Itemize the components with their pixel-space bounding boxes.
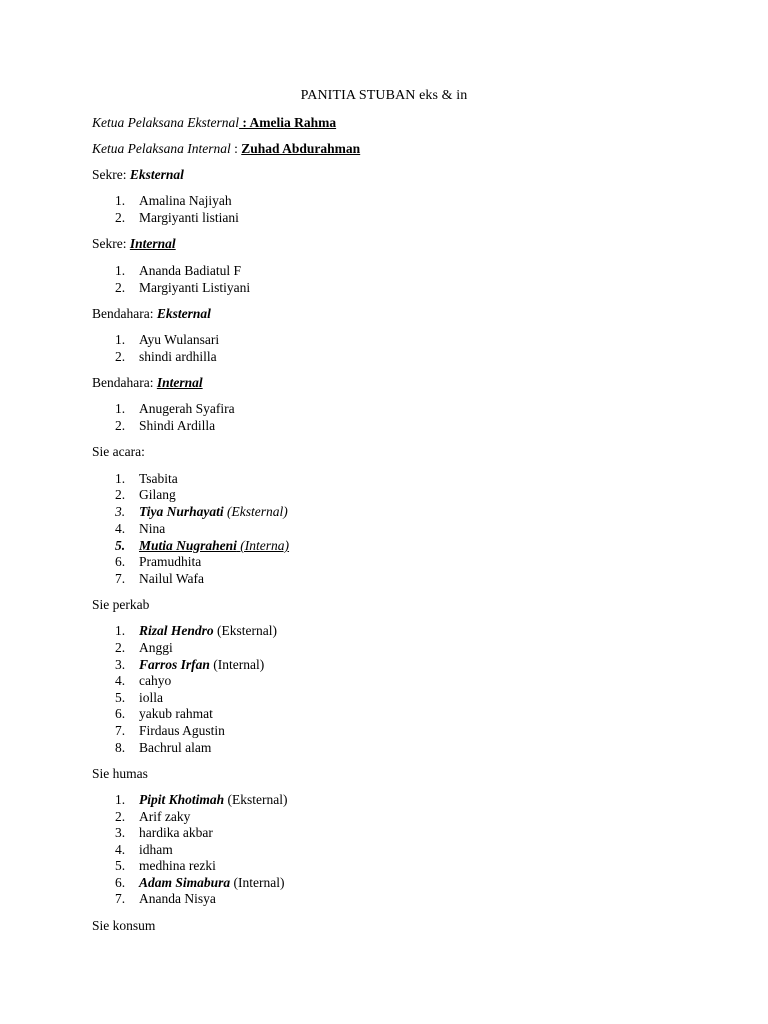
ketua-internal-label: Ketua Pelaksana Internal (92, 141, 231, 156)
list-item: cahyo (139, 673, 172, 688)
list-number: 7. (115, 891, 126, 906)
list-number: 2. (115, 809, 126, 824)
list-number: 5. (115, 538, 126, 553)
list-number: 6. (115, 554, 126, 569)
list-number: 3. (115, 825, 126, 840)
list-number: 1. (115, 792, 126, 807)
list-number: 1. (115, 401, 126, 416)
list-number: 3. (115, 657, 126, 672)
list-number: 3. (115, 504, 126, 519)
list-item-note: (Eksternal) (224, 792, 288, 807)
list-number: 1. (115, 263, 126, 278)
list-item: Bachrul alam (139, 740, 212, 755)
section-heading-bendahara-eksternal (92, 306, 211, 322)
list-number: 5. (115, 858, 126, 873)
list-item: Ayu Wulansari (139, 332, 220, 347)
list-item-name: Pipit Khotimah (139, 792, 225, 807)
ketua-eksternal-label: Ketua Pelaksana Eksternal (92, 115, 239, 130)
list-item: Nailul Wafa (139, 571, 205, 586)
ketua-eksternal-name: Amelia Rahma (249, 115, 337, 130)
list-item: shindi ardhilla (139, 349, 217, 364)
list-number: 2. (115, 210, 126, 225)
list-item: Ananda Nisya (139, 891, 216, 906)
section-suffix: Internal (156, 375, 203, 390)
list-item: Shindi Ardilla (139, 418, 216, 433)
list-item: Margiyanti listiani (139, 210, 239, 225)
list-item: Ananda Badiatul F (139, 263, 241, 278)
list-item: Tsabita (139, 471, 178, 486)
list-number: 2. (115, 280, 126, 295)
section-suffix: Eksternal (129, 167, 184, 182)
list-item-note: (Eksternal) (223, 504, 288, 519)
list-number: 1. (115, 471, 126, 486)
section-heading-sekre-internal (92, 236, 176, 252)
list-item: Gilang (139, 487, 176, 502)
list-item: hardika akbar (139, 825, 213, 840)
document-title: PANITIA STUBAN eks & in (300, 88, 468, 103)
list-number: 1. (115, 623, 126, 638)
list-item (139, 538, 289, 554)
section-heading-sekre-eksternal (92, 167, 184, 183)
list-item: Pramudhita (139, 554, 202, 569)
list-item: idham (139, 842, 173, 857)
section-heading-sie-humas: Sie humas (92, 766, 148, 781)
list-item-note: (Internal) (209, 657, 265, 672)
list-item: Firdaus Agustin (139, 723, 225, 738)
list-item: Margiyanti Listiyani (139, 280, 251, 295)
list-number: 5. (115, 690, 126, 705)
list-item-note: (Interna) (236, 538, 290, 553)
list-item: Amalina Najiyah (139, 193, 232, 208)
list-item: Arif zaky (139, 809, 191, 824)
list-number: 2. (115, 640, 126, 655)
section-suffix: Internal (129, 236, 176, 251)
list-item (139, 792, 288, 808)
list-item-name: Tiya Nurhayati (139, 504, 224, 519)
list-number: 6. (115, 875, 126, 890)
list-item: Anggi (139, 640, 173, 655)
list-number: 6. (115, 706, 126, 721)
section-heading-bendahara-internal (92, 375, 203, 391)
list-item-name: Adam Simabura (139, 875, 231, 890)
list-number: 2. (115, 349, 126, 364)
list-number: 2. (115, 487, 126, 502)
list-number: 7. (115, 571, 126, 586)
list-number: 2. (115, 418, 126, 433)
list-item-name: Mutia Nugraheni (139, 538, 237, 553)
list-number: 1. (115, 332, 126, 347)
list-item (139, 504, 288, 520)
list-item-note: (Eksternal) (213, 623, 277, 638)
list-item-name: Farros Irfan (139, 657, 210, 672)
list-item (139, 875, 285, 891)
list-item: Anugerah Syafira (139, 401, 235, 416)
list-item-note: (Internal) (230, 875, 285, 890)
list-number: 4. (115, 521, 126, 536)
section-heading-sie-konsum: Sie konsum (92, 918, 156, 933)
section-heading-sie-perkab: Sie perkab (92, 597, 150, 612)
list-item (139, 623, 277, 639)
list-item: Nina (139, 521, 166, 536)
section-label: Bendahara: (92, 375, 157, 390)
list-number: 8. (115, 740, 126, 755)
list-number: 4. (115, 673, 126, 688)
list-item: medhina rezki (139, 858, 216, 873)
list-item: iolla (139, 690, 163, 705)
ketua-internal-name: Zuhad Abdurahman (241, 141, 361, 156)
list-number: 1. (115, 193, 126, 208)
list-item: yakub rahmat (139, 706, 213, 721)
section-label: Sekre: (92, 167, 130, 182)
ketua-internal-line (92, 141, 360, 157)
ketua-eksternal-line (92, 115, 336, 131)
section-label: Bendahara: (92, 306, 157, 321)
ketua-internal-sep: : (230, 141, 242, 156)
list-number: 7. (115, 723, 126, 738)
list-item-name: Rizal Hendro (139, 623, 214, 638)
ketua-eksternal-sep: : (238, 115, 250, 130)
list-item (139, 657, 264, 673)
list-number: 4. (115, 842, 126, 857)
section-label: Sekre: (92, 236, 130, 251)
section-heading-sie-acara: Sie acara: (92, 444, 145, 459)
section-suffix: Eksternal (156, 306, 211, 321)
